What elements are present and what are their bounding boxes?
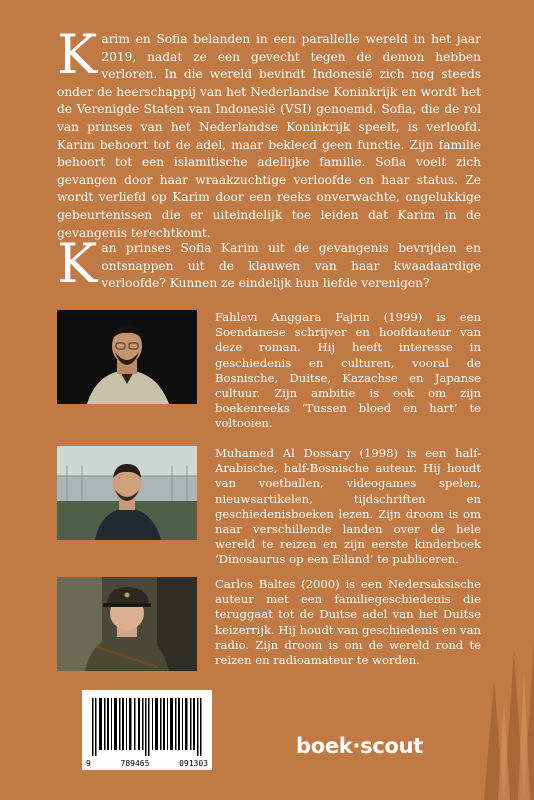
- author-bio-1: Fahlevi Anggara Fajrin (1999) is een Soendanese schrijver en hoofdauteur van deze roman. Hij heeft interesse in geschiedenis en culturen, vooral de Bosnische, Duitse, Kazachse en Japanse cultuur. Zijn ambitie is ook om zijn boekenreeks ‘Tussen bloed en hart’ te voltooien.: [215, 310, 481, 431]
- author-bio-3: Carlos Baltes (2000) is een Nedersaksische auteur met een familiegeschiedenis die teruggaat tot de Duitse adel van het Duitse keizerrijk. Hij houdt van geschiedenis en van radio. Zijn droom is om de wereld rond te reizen en radioamateur te worden.: [215, 577, 481, 668]
- publisher-logo-part1: boek: [296, 734, 353, 758]
- isbn-number: [86, 759, 208, 768]
- isbn-barcode: [82, 690, 212, 770]
- publisher-logo-dot: ·: [352, 734, 361, 758]
- author-photo-3: [57, 577, 197, 671]
- author-bio-2: Muhamed Al Dossary (1998) is een half-Arabische, half-Bosnische auteur. Hij houdt van voetballen, videogames spelen, nieuwsartikelen, tijdschriften en geschiedenisboeken lezen. Zijn droom is om naar verschillende landen over de hele wereld te reizen en zijn eerste kinderboek ‘Dinosaurus op een Eiland’ te publiceren.: [215, 446, 481, 567]
- author-photo-icon: [57, 577, 197, 671]
- drop-cap: K: [57, 232, 98, 295]
- drop-cap: K: [57, 23, 98, 86]
- author-photo-icon: [57, 446, 197, 540]
- barcode-icon: [92, 698, 202, 756]
- publisher-logo-part2: scout: [360, 734, 424, 758]
- author-photo-2: [57, 446, 197, 540]
- synopsis-text-2: an prinses Sofia Karim uit de gevangenis bevrijden en ontsnappen uit de klauwen van haar kwaadaardige verloofde? Kunnen ze eindelijk hun liefde verenigen?: [101, 241, 481, 291]
- synopsis-paragraph-1: [57, 23, 481, 242]
- author-photo-icon: [57, 310, 197, 404]
- isbn-digit-group-1: 789465: [120, 759, 150, 768]
- synopsis-text-1: arim en Sofia belanden in een parallelle wereld in het jaar 2019, nadat ze een gevecht tegen de demon hebben verloren. In die wereld bevindt Indonesië zich nog steeds onder de heerschappij van het Nederlandse Koninkrijk en wordt het de Verenigde Staten van Indonesië (VSI) genoemd. Sofia, die de rol van prinses van het Nederlandse Koninkrijk speelt, is verloofd. Karim behoort tot de adel, maar bekleed geen functie. Zijn familie behoort tot een islamitische adellijke familie. Sofia voelt zich gevangen door haar wraakzuchtige verloofde en haar status. Ze wordt verliefd op Karim door een reeks onverwachte, ongelukkige gebeurtenissen die er uiteindelijk toe leiden dat Karim in de gevangenis terechtkomt.: [57, 32, 481, 240]
- isbn-digit-prefix: 9: [86, 759, 91, 768]
- isbn-digit-group-2: 091303: [179, 759, 208, 768]
- publisher-logo: [296, 734, 423, 758]
- triangle-pattern-icon: [450, 640, 534, 800]
- synopsis-paragraph-2: [57, 232, 481, 295]
- author-photo-1: [57, 310, 197, 404]
